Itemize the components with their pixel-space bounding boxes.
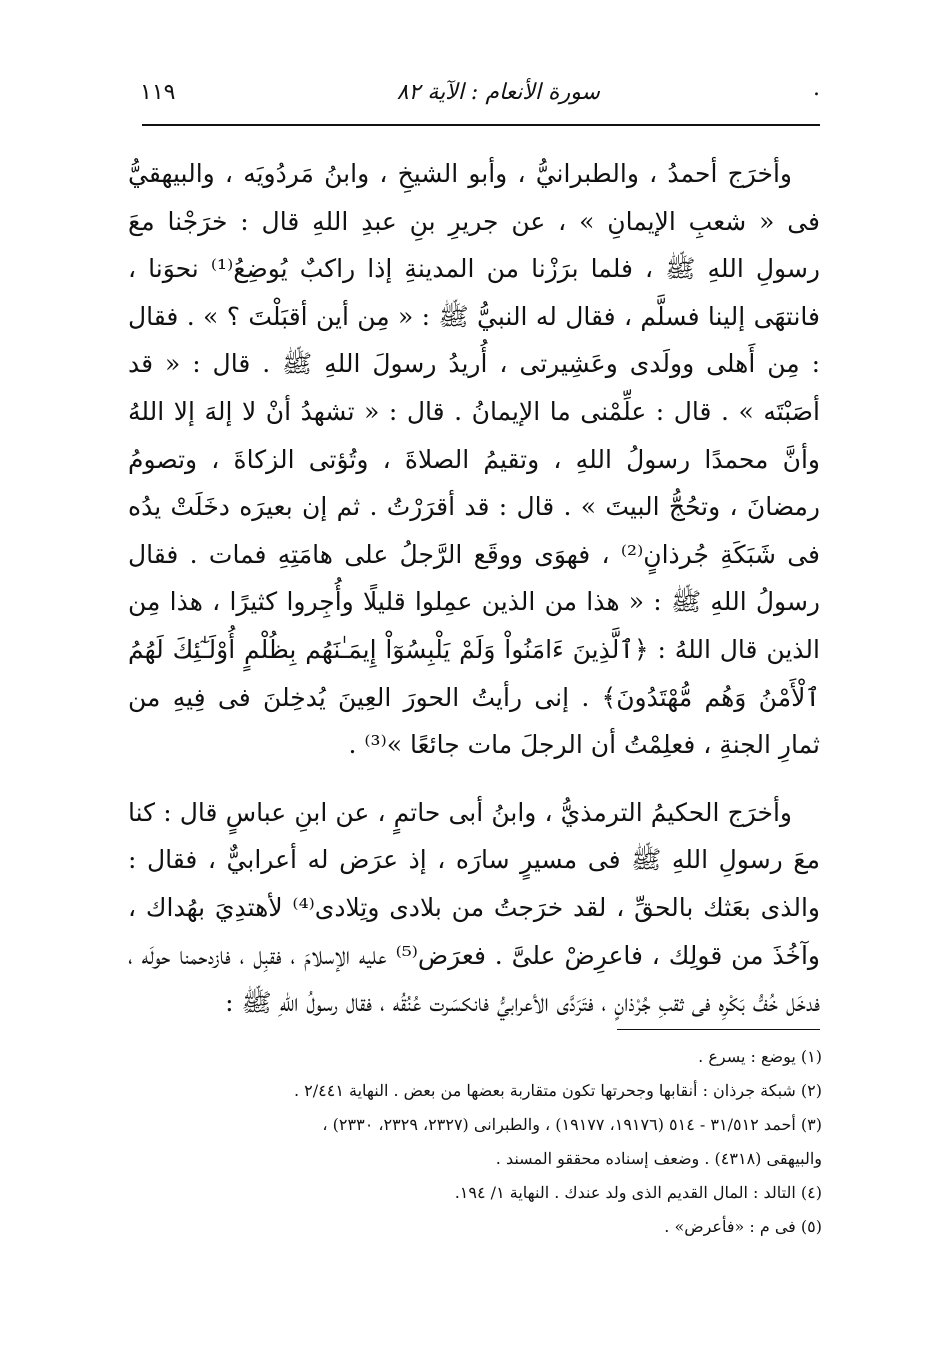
- paragraph-1: وأخرَج أحمدُ ، والطبرانيُّ ، وأبو الشيخِ ، وابنُ مَردُويَه ، والبيهقيُّ فى « شعبِ الإيمانِ » ، عن جريرِ بنِ عبدِ اللهِ قال : خرَجْنا معَ رسولِ اللهِ ﷺ ، فلما برَزْنا من المدينةِ إذا راكبٌ يُوضِعُ⁽¹⁾ نحوَنا ، فانتهَى إلينا فسلَّم ، فقال له النبيُّ ﷺ : « مِن أين أقبَلْتَ ؟ » . فقال : مِن أَهلى وولَدى وعَشِيرتى ، أُريدُ رسولَ اللهِ ﷺ . قال : « قد أصَبْتَه » . قال : علِّمْنى ما الإيمانُ . قال : « تشهدُ أنْ لا إلهَ إلا اللهُ وأنَّ محمدًا رسولُ اللهِ ، وتقيمُ الصلاةَ ، وتُؤتى الزكاةَ ، وتصومُ رمضانَ ، وتحُجُّ البيتَ » . قال : قد أقرَرْتُ . ثم إن بعيرَه دخَلَتْ يدُه فى شَبَكَةِ جُرذانٍ⁽²⁾ ، فهوَى ووقَع الرَّجلُ على هامَتِهِ فمات . فقال رسولُ اللهِ ﷺ : « هذا من الذين عمِلوا قليلًا وأُجِروا كثيرًا ، هذا مِن الذين قال اللهُ : ﴿ٱلَّذِينَ ءَامَنُواْ وَلَمْ يَلْبِسُوٓاْ إِيمَـٰنَهُم بِظُلْمٍ أُوْلَـٰٓئِكَ لَهُمُ ٱلْأَمْنُ وَهُم مُّهْتَدُونَ﴾ . إنى رأيتُ الحورَ العِينَ يُدخِلنَ فى فِيهِ من ثمارِ الجنةِ ، فعلِمْتُ أن الرجلَ مات جائعًا »⁽³⁾ .: [128, 159, 820, 760]
- paragraph-2: وأخرَج الحكيمُ الترمذيُّ ، وابنُ أبى حاتمٍ ، عن ابنِ عباسٍ قال : كنا معَ رسولِ اللهِ ﷺ فى مسيرٍ سارَه ، إذ عرَض له أعرابيٌّ ، فقال : والذى بعَثك بالحقِّ ، لقد خرَجتُ من بلادى وتِلادى⁽⁴⁾ لأهتدِيَ بهُداك ، وآخُذَ من قولِك ، فاعرِضْ علىَّ . فعرَض⁽⁵⁾ عليه الإسلامَ ، فقبِل ، فازدحمنا حولَه ، فدخَل خُفُّ بَكْرِه فى ثقبِ جُرْذانٍ ، فتَرَدَّى الأعرابيُّ فانكسَرت عُنُقُه ، فقال رسولُ اللهِ ﷺ :: [128, 797, 821, 1018]
- page-number: ١١٩: [140, 80, 176, 105]
- footnote-3: (٣) أحمد ٣١/٥١٢ - ٥١٤ (١٩١٧٦، ١٩١٧٧) ، والطبرانى (٢٣٢٧، ٢٣٢٩، ٢٣٣٠) ،: [322, 1115, 822, 1134]
- footnote-3-continued: والبيهقى (٤٣١٨) . وضعف إسناده محققو المسند .: [495, 1149, 822, 1168]
- main-text: [128, 150, 820, 1027]
- footnote-1: (١) يوضع : يسرع .: [698, 1047, 822, 1066]
- header-dot: .: [813, 76, 820, 101]
- footnote-4: (٤) التالد : المال القديم الذى ولد عندك . النهاية ١/ ١٩٤.: [454, 1183, 822, 1202]
- header-rule: [142, 124, 820, 126]
- running-title: سورة الأنعام : الآية ٨٢: [396, 80, 600, 105]
- footnotes: [110, 1040, 822, 1244]
- footnote-5: (٥) فى م : «فأعرض» .: [664, 1217, 822, 1236]
- footnote-separator: [617, 1029, 820, 1030]
- page-header: [140, 74, 820, 124]
- footnote-2: (٢) شبكة جرذان : أنقابها وجحرتها تكون متقاربة بعضها من بعض . النهاية ٢/٤٤١ .: [293, 1081, 822, 1100]
